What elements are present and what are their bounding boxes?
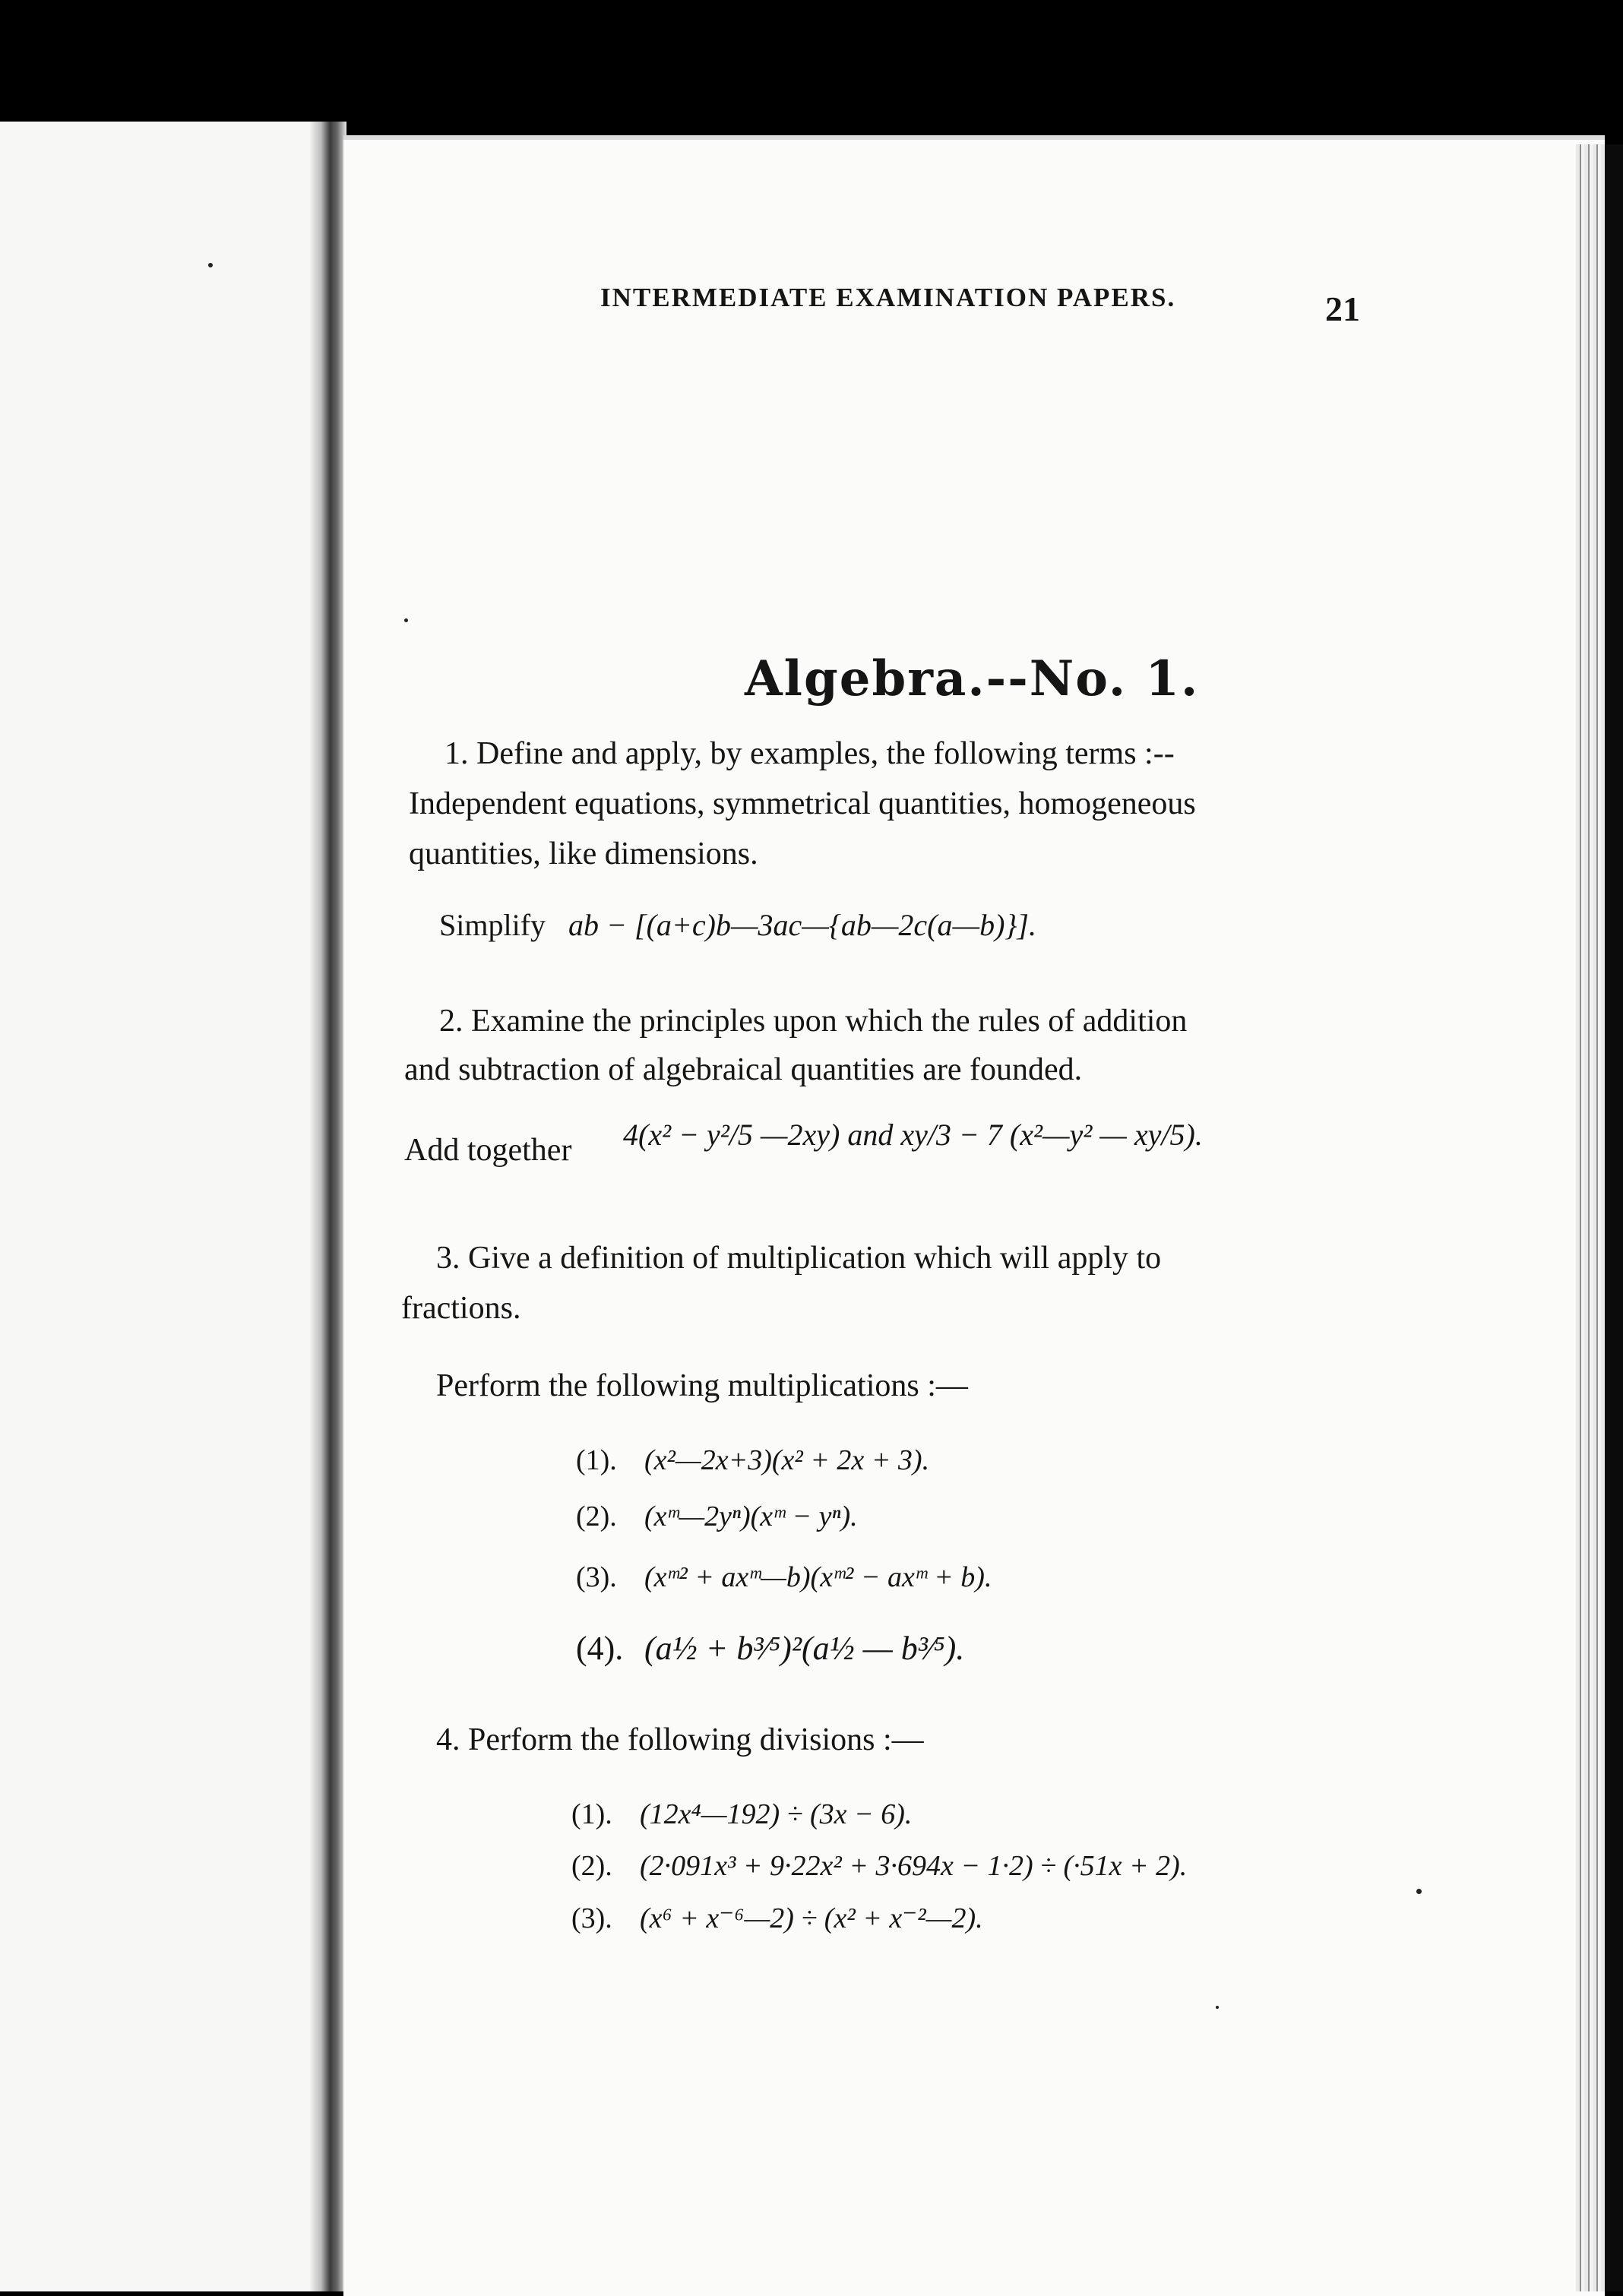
multiplication-item [576,1629,964,1668]
item-expression: (x²—2x+3)(x² + 2x + 3). [644,1444,930,1476]
q1-line-1: 1. Define and apply, by examples, the following terms :-- [445,736,1175,771]
scan-speck [404,618,408,622]
item-number: (3). [571,1902,612,1934]
item-number: (2). [576,1501,617,1532]
simplify-expression: ab − [(a+c)b—3ac—{ab—2c(a—b)}]. [568,908,1036,942]
multiplication-item [576,1561,992,1594]
q4-line-1: 4. Perform the following divisions :— [436,1722,924,1757]
item-number: (2). [571,1850,612,1882]
item-expression: (2·091x³ + 9·22x² + 3·694x − 1·2) ÷ (·51x + 2). [640,1850,1188,1882]
item-expression: (12x⁴—192) ÷ (3x − 6). [640,1798,913,1830]
q1-line-3: quantities, like dimensions. [409,836,758,871]
q3-line-1: 3. Give a definition of multiplication which will apply to [436,1241,1162,1276]
simplify-line [439,907,1036,943]
q2-line-1: 2. Examine the principles upon which the rules of addition [439,1004,1188,1039]
multiplications-heading: Perform the following multiplications :— [436,1368,968,1403]
simplify-label: Simplify [439,908,546,942]
scan-speck [1416,1889,1422,1894]
q1-line-2: Independent equations, symmetrical quantities, homogeneous [409,786,1196,821]
right-page [343,135,1605,2296]
running-head: INTERMEDIATE EXAMINATION PAPERS. [600,283,1176,312]
multiplication-item [576,1500,858,1533]
item-number: (3). [576,1561,617,1593]
q3-line-2: fractions. [401,1291,521,1326]
item-expression: (x⁶ + x⁻⁶—2) ÷ (x² + x⁻²—2). [640,1902,983,1934]
scan-speck [1216,2006,1219,2009]
division-item [571,1901,983,1935]
item-number: (4). [576,1630,624,1667]
multiplication-item [576,1444,929,1477]
item-number: (1). [576,1444,617,1476]
page-number: 21 [1325,289,1360,328]
book-gutter [310,122,346,2291]
division-item [571,1798,912,1831]
add-expression: 4(x² − y²/5 —2xy) and xy/3 − 7 (x²—y² — xy/5). [623,1118,1203,1152]
page-edges [1576,144,1606,2291]
add-label: Add together [404,1133,572,1168]
item-expression: (a½ + b³⁄⁵)²(a½ — b³⁄⁵). [644,1630,965,1667]
division-item [571,1849,1187,1883]
left-page [0,122,327,2291]
section-title: Algebra.--No. 1. [745,650,1200,707]
item-expression: (xᵐ—2yⁿ)(xᵐ − yⁿ). [644,1501,858,1532]
item-number: (1). [571,1798,612,1830]
q2-line-2: and subtraction of algebraical quantities are founded. [404,1052,1083,1087]
item-expression: (xᵐ² + axᵐ—b)(xᵐ² − axᵐ + b). [644,1561,992,1593]
edge-shadow [1605,144,1623,2291]
scan-speck [208,263,213,267]
